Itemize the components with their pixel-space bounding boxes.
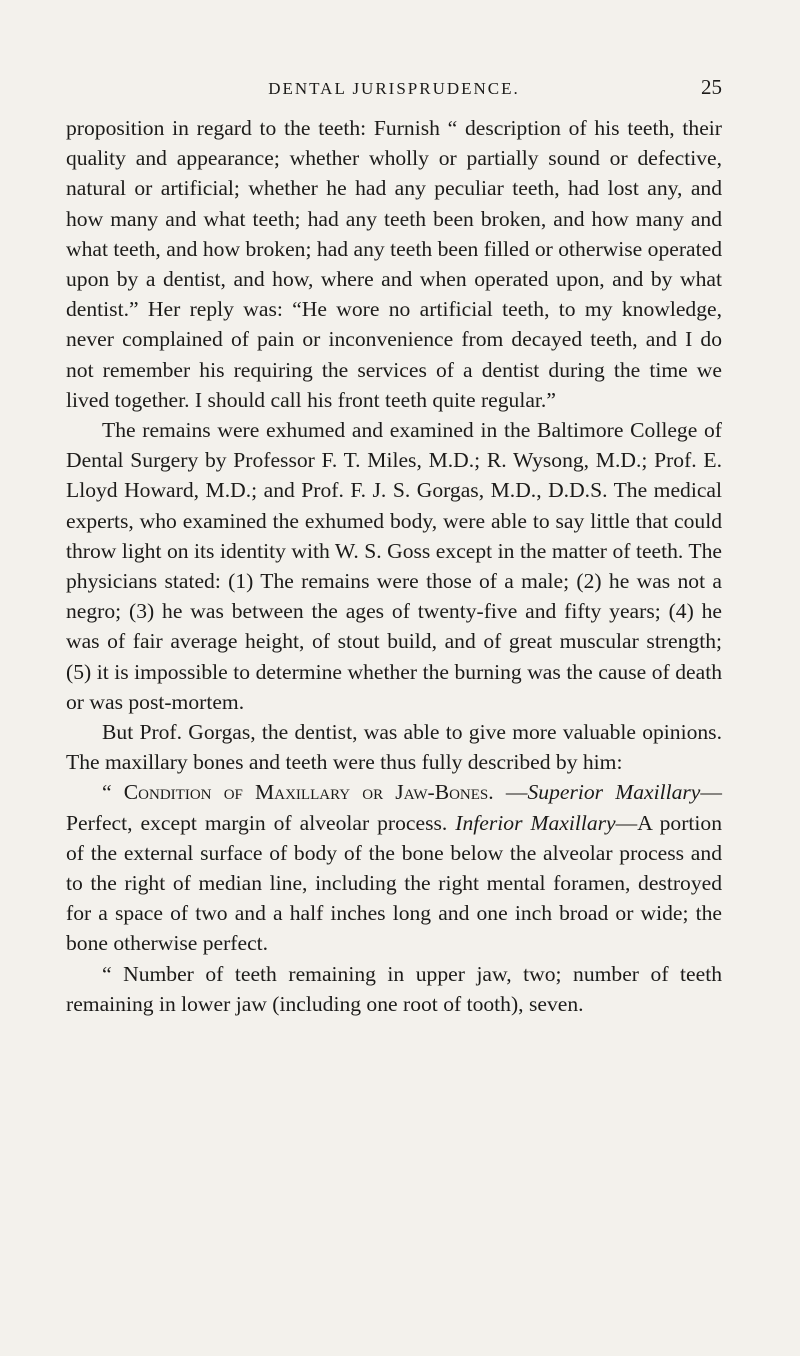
open-quote: “	[102, 780, 124, 805]
paragraph-gorgas: But Prof. Gorgas, the dentist, was able to give more valuable opinions. The maxillary bones and teeth were thus fully described by him:	[66, 720, 722, 775]
paragraph-testimony: proposition in regard to the teeth: Furnish “ description of his teeth, their quality and appearance; whether wholly or partially sound or defective, natural or artificial; whether he had any peculiar teeth, had lost any, and how many and what teeth; had any teeth been broken, and how many and what teeth, and how broken; had any teeth been filled or otherwise operated upon by a dentist, and how, where and when operated upon, and by what dentist.” Her reply was: “He wore no artificial teeth, to my knowledge, never complained of pain or inconvenience from decayed teeth, and I do not remember his requiring the services of a dentist during the time we lived together. I should call his front teeth quite regular.”	[66, 116, 722, 412]
inferior-text: —A portion of the external surface of body of the bone below the alveolar process and to the right of median line, including the right mental foramen, destroyed for a space of two and a half inches long and one inch broad or wide; the bone otherwise perfect.	[66, 810, 722, 956]
inferior-label: Inferior Maxillary	[455, 810, 616, 835]
running-head	[66, 75, 722, 105]
paragraph-teeth-count: “ Number of teeth remaining in upper jaw, two; number of teeth remaining in lower jaw (including one root of tooth), seven.	[66, 961, 722, 1016]
body-text	[66, 113, 722, 1019]
superior-text: —Perfect, except margin of alveolar process.	[66, 780, 722, 835]
running-title: DENTAL JURISPRUDENCE.	[268, 79, 520, 98]
superior-label: Superior Maxillary	[527, 780, 701, 805]
page-number: 25	[701, 75, 722, 99]
dash: —	[493, 780, 528, 805]
section-heading: Condition of Maxillary or Jaw-Bones.	[123, 780, 494, 805]
paragraph-jaw-condition	[66, 777, 722, 958]
paragraph-exhumation: The remains were exhumed and examined in the Baltimore College of Dental Surgery by Professor F. T. Miles, M.D.; R. Wysong, M.D.; Prof. E. Lloyd Howard, M.D.; and Prof. F. J. S. Gorgas, M.D., D.D.S. The medical experts, who examined the exhumed body, were able to say little that could throw light on its identity with W. S. Goss except in the matter of teeth. The physicians stated: (1) The remains were those of a male; (2) he was not a negro; (3) he was between the ages of twenty-five and fifty years; (4) he was of fair average height, of stout build, and of great muscular strength; (5) it is impossible to determine whether the burning was the cause of death or was post-mortem.	[66, 418, 722, 714]
